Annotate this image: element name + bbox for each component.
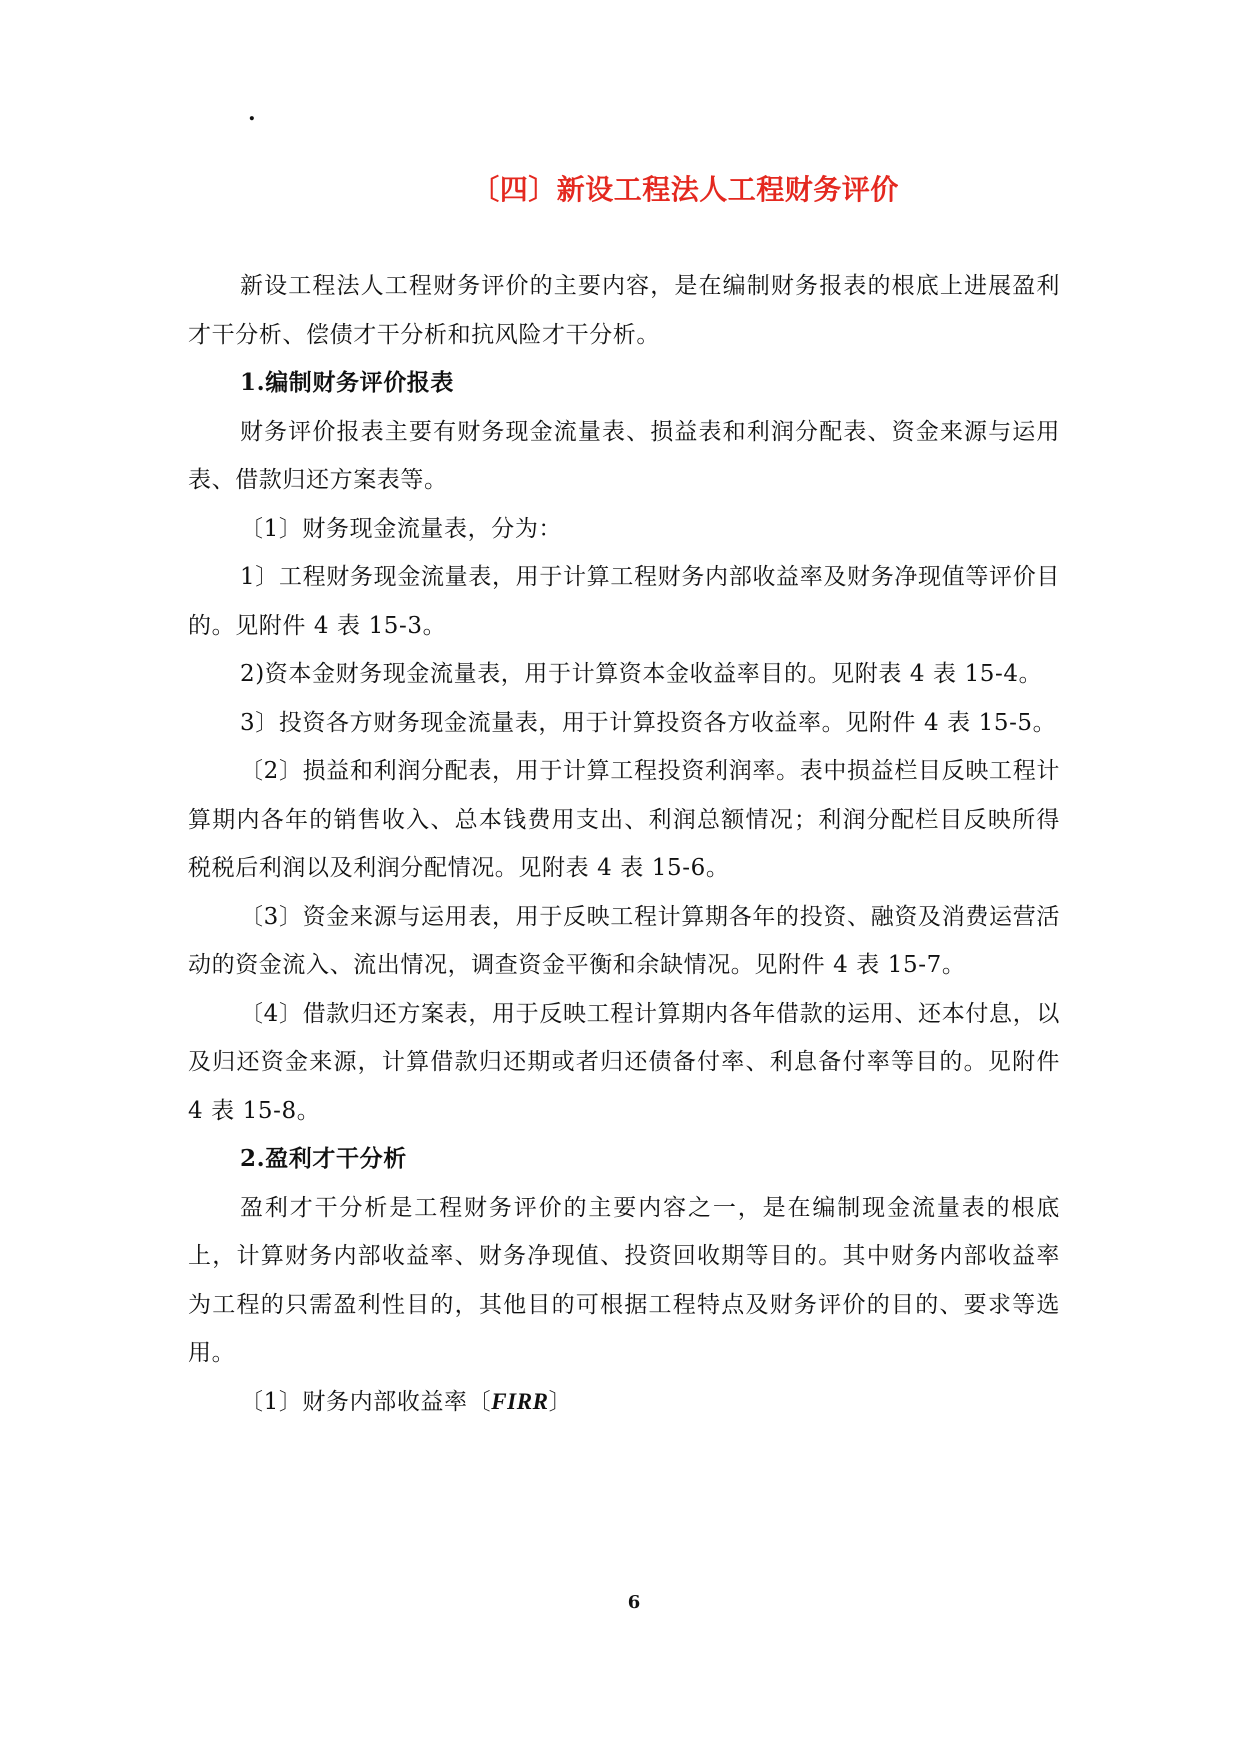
page-top-dot: . (248, 100, 256, 126)
paragraph-loan-repayment: 〔4〕借款归还方案表，用于反映工程计算期内各年借款的运用、还本付息，以及归还资金来源，计算借款归还期或者归还债备付率、利息备付率等目的。见附件 4 表 15-8。 (188, 1000, 1060, 1124)
page-number: 6 (627, 1592, 641, 1613)
firr-abbreviation: FIRR (491, 1388, 549, 1414)
paragraph-firr (188, 1378, 1060, 1427)
paragraph-profit-distribution: 〔2〕损益和利润分配表，用于计算工程投资利润率。表中损益栏目反映工程计算期内各年的销售收入、总本钱费用支出、利润总额情况；利润分配栏目反映所得税税后利润以及利润分配情况。见附表 4 表 15-6。 (188, 758, 1060, 881)
paragraph-funds-source-use: 〔3〕资金来源与运用表，用于反映工程计算期各年的投资、融资及消费运营活动的资金流入、流出情况，调查资金平衡和余缺情况。见附件 4 表 15-7。 (188, 903, 1060, 978)
subheading-profitability: 2.盈利才干分析 (240, 1145, 407, 1172)
section-title: 〔四〕新设工程法人工程财务评价 (471, 173, 899, 206)
firr-prefix: 〔1〕财务内部收益率〔 (240, 1388, 492, 1415)
paragraph-report-list: 财务评价报表主要有财务现金流量表、损益表和利润分配表、资金来源与运用表、借款归还方案表等。 (188, 418, 1060, 493)
firr-suffix: 〕 (548, 1388, 573, 1415)
paragraph-cashflow-types: 〔1〕财务现金流量表，分为： (240, 515, 563, 542)
paragraph-project-cashflow: 1〕工程财务现金流量表，用于计算工程财务内部收益率及财务净现值等评价目的。见附件 4 表 15-3。 (188, 564, 1060, 639)
paragraph-intro: 新设工程法人工程财务评价的主要内容，是在编制财务报表的根底上进展盈利才干分析、偿债才干分析和抗风险才干分析。 (188, 273, 1060, 348)
document-body (188, 262, 1060, 1426)
paragraph-capital-cashflow: 2)资本金财务现金流量表，用于计算资本金收益率目的。见附表 4 表 15-4。 (240, 661, 1043, 687)
paragraph-investor-cashflow: 3〕投资各方财务现金流量表，用于计算投资各方收益率。见附件 4 表 15-5。 (240, 709, 1057, 736)
paragraph-profitability: 盈利才干分析是工程财务评价的主要内容之一，是在编制现金流量表的根底上，计算财务内部收益率、财务净现值、投资回收期等目的。其中财务内部收益率为工程的只需盈利性目的，其他目的可根据工程特点及财务评价的目的、要求等选用。 (188, 1194, 1060, 1366)
subheading-reports: 1.编制财务评价报表 (240, 369, 455, 396)
